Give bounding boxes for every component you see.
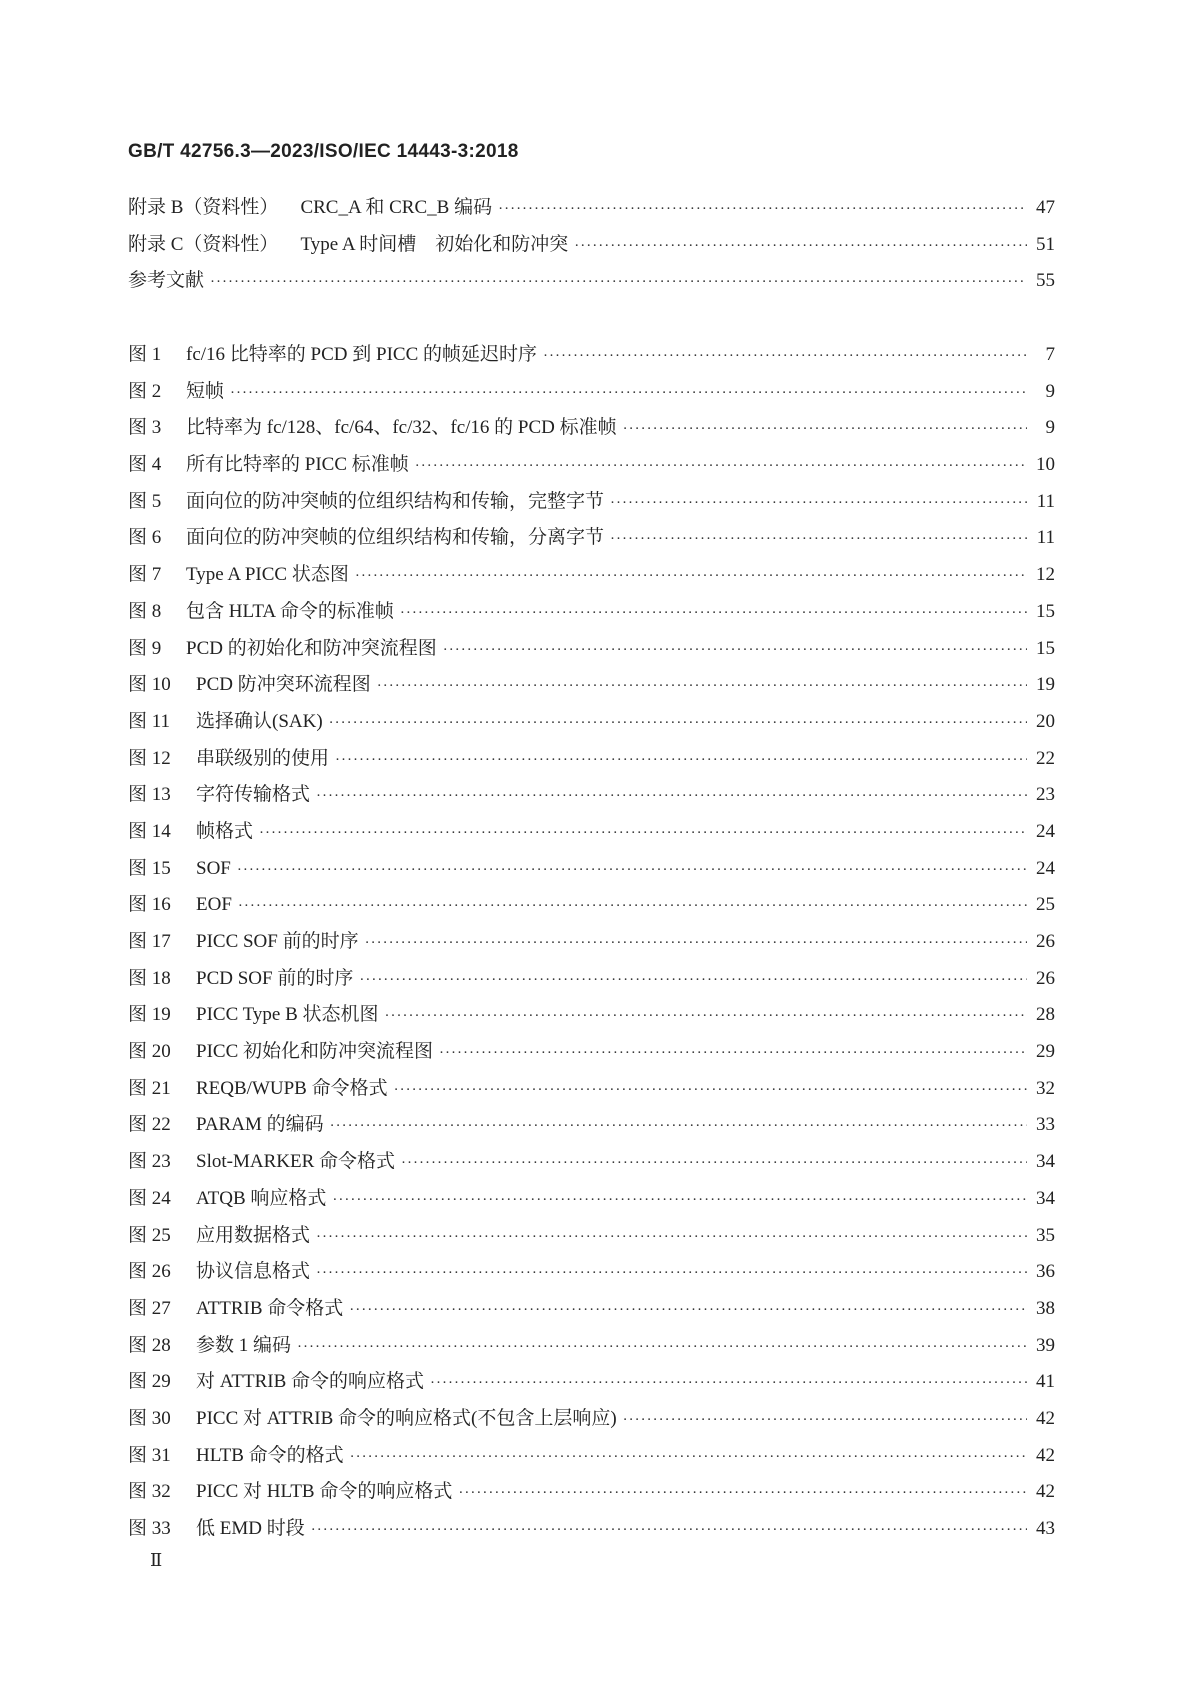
leader-dots xyxy=(316,1229,1027,1246)
entry-title: 低 EMD 时段 xyxy=(196,1518,305,1539)
entry-page-number: 25 xyxy=(1036,894,1055,916)
leader-dots xyxy=(365,935,1027,952)
figure-toc-entry[interactable] xyxy=(128,633,1055,670)
entry-page-number: 42 xyxy=(1036,1407,1055,1429)
figure-toc-entry[interactable] xyxy=(128,816,1055,853)
figure-number: 图 27 xyxy=(128,1297,171,1319)
leader-dots xyxy=(377,678,1027,695)
leader-dots xyxy=(543,348,1027,365)
leader-dots xyxy=(610,531,1027,548)
entry-page-number: 19 xyxy=(1036,674,1055,696)
appendix-label: 附录 C（资料性） xyxy=(128,233,279,255)
entry-title: fc/16 比特率的 PCD 到 PICC 的帧延迟时序 xyxy=(186,344,537,365)
figure-number: 图 13 xyxy=(128,784,171,806)
figure-toc-entry[interactable] xyxy=(128,889,1055,926)
entry-page-number: 42 xyxy=(1036,1444,1055,1466)
entry-page-number: 42 xyxy=(1036,1481,1055,1503)
entry-title: 应用数据格式 xyxy=(196,1224,311,1246)
leader-dots xyxy=(439,1045,1027,1062)
leader-dots xyxy=(210,274,1027,291)
leader-dots xyxy=(400,605,1027,622)
leader-dots xyxy=(316,1265,1027,1282)
entry-title: PARAM 的编码 xyxy=(196,1114,324,1136)
figure-number: 图 3 xyxy=(128,417,162,439)
entry-title: PCD SOF 前的时序 xyxy=(196,967,354,989)
leader-dots xyxy=(610,495,1027,512)
figure-number: 图 19 xyxy=(128,1004,171,1026)
entry-page-number: 34 xyxy=(1036,1187,1055,1209)
leader-dots xyxy=(430,1375,1027,1392)
leader-dots xyxy=(259,825,1027,842)
figure-number: 图 24 xyxy=(128,1187,171,1209)
entry-title: 面向位的防冲突帧的位组织结构和传输，完整字节 xyxy=(186,490,605,512)
figure-toc-entry[interactable] xyxy=(128,412,1055,449)
entry-page-number: 10 xyxy=(1036,454,1055,476)
figure-toc-entry[interactable] xyxy=(128,926,1055,963)
figure-number: 图 29 xyxy=(128,1371,171,1393)
leader-dots xyxy=(350,1449,1027,1466)
entry-title: 比特率为 fc/128、fc/64、fc/32、fc/16 的 PCD 标准帧 xyxy=(186,417,617,439)
figure-toc-entry[interactable] xyxy=(128,1109,1055,1146)
entry-title: Slot-MARKER 命令格式 xyxy=(196,1151,395,1173)
leader-dots xyxy=(297,1339,1027,1356)
figure-toc-entry[interactable] xyxy=(128,1330,1055,1367)
leader-dots xyxy=(623,1412,1027,1429)
entry-page-number: 9 xyxy=(1045,417,1055,439)
entry-title: 字符传输格式 xyxy=(196,784,311,806)
leader-dots xyxy=(415,458,1027,475)
entry-page-number: 26 xyxy=(1036,967,1055,989)
entry-page-number: 39 xyxy=(1036,1334,1055,1356)
figure-number: 图 31 xyxy=(128,1444,171,1466)
figure-number: 图 26 xyxy=(128,1261,171,1283)
leader-dots xyxy=(329,715,1027,732)
document-header: GB/T 42756.3—2023/ISO/IEC 14443-3:2018 xyxy=(128,141,519,162)
entry-title: PCD 防冲突环流程图 xyxy=(196,674,371,696)
entry-title: 选择确认(SAK) xyxy=(196,710,323,732)
figure-toc-entry[interactable] xyxy=(128,1366,1055,1403)
appendix-label: 附录 B（资料性） xyxy=(128,197,279,218)
figure-number: 图 5 xyxy=(128,490,162,512)
figure-toc-entry[interactable] xyxy=(128,522,1055,559)
entry-page-number: 38 xyxy=(1036,1297,1055,1319)
leader-dots xyxy=(359,972,1027,989)
leader-dots xyxy=(385,1008,1027,1025)
entry-page-number: 47 xyxy=(1036,197,1055,218)
entry-title: 参考文献 xyxy=(128,270,205,292)
entry-title: PICC Type B 状态机图 xyxy=(196,1004,379,1026)
entry-title: 串联级别的使用 xyxy=(196,747,330,769)
figure-number: 图 11 xyxy=(128,710,171,732)
entry-title: 包含 HLTA 命令的标准帧 xyxy=(186,600,394,622)
figure-toc-entry[interactable] xyxy=(128,1513,1055,1550)
leader-dots xyxy=(230,385,1027,402)
entry-title: PICC 初始化和防冲突流程图 xyxy=(196,1041,433,1063)
entry-title: Type A PICC 状态图 xyxy=(186,564,349,586)
entry-page-number: 22 xyxy=(1036,747,1055,769)
leader-dots xyxy=(316,788,1027,805)
entry-page-number: 15 xyxy=(1036,637,1055,659)
figure-number: 图 33 xyxy=(128,1518,171,1539)
entry-page-number: 9 xyxy=(1045,380,1055,402)
leader-dots xyxy=(237,862,1027,879)
figure-number: 图 20 xyxy=(128,1041,171,1063)
entry-title: ATTRIB 命令格式 xyxy=(196,1297,344,1319)
leader-dots xyxy=(498,201,1027,218)
entry-page-number: 29 xyxy=(1036,1041,1055,1063)
entry-page-number: 15 xyxy=(1036,600,1055,622)
figure-number: 图 23 xyxy=(128,1151,171,1173)
figure-toc xyxy=(128,339,1055,1550)
entry-page-number: 55 xyxy=(1036,270,1055,292)
leader-dots xyxy=(330,1118,1027,1135)
appendix-toc-entry[interactable] xyxy=(128,229,1055,266)
entry-page-number: 32 xyxy=(1036,1077,1055,1099)
figure-number: 图 4 xyxy=(128,454,162,476)
entry-title: PCD 的初始化和防冲突流程图 xyxy=(186,637,437,659)
figure-toc-entry[interactable] xyxy=(128,1403,1055,1440)
entry-page-number: 11 xyxy=(1036,527,1055,549)
figure-number: 图 1 xyxy=(128,344,162,365)
figure-toc-entry[interactable] xyxy=(128,1146,1055,1183)
leader-dots xyxy=(332,1192,1027,1209)
figure-toc-entry[interactable] xyxy=(128,449,1055,486)
figure-toc-entry[interactable] xyxy=(128,779,1055,816)
entry-title: PICC SOF 前的时序 xyxy=(196,931,359,952)
figure-toc-entry[interactable] xyxy=(128,999,1055,1036)
entry-title: 对 ATTRIB 命令的响应格式 xyxy=(196,1371,425,1393)
entry-page-number: 43 xyxy=(1036,1518,1055,1539)
leader-dots xyxy=(443,642,1027,659)
figure-toc-entry[interactable] xyxy=(128,1073,1055,1110)
figure-number: 图 18 xyxy=(128,967,171,989)
figure-toc-entry[interactable] xyxy=(128,706,1055,743)
figure-number: 图 16 xyxy=(128,894,171,916)
figure-number: 图 7 xyxy=(128,564,162,586)
leader-dots xyxy=(623,421,1027,438)
leader-dots xyxy=(394,1082,1027,1099)
figure-toc-entry[interactable] xyxy=(128,853,1055,890)
entry-title: 帧格式 xyxy=(196,820,254,842)
figure-number: 图 25 xyxy=(128,1224,171,1246)
figure-number: 图 12 xyxy=(128,747,171,769)
figure-toc-entry[interactable] xyxy=(128,486,1055,523)
entry-title: PICC 对 ATTRIB 命令的响应格式(不包含上层响应) xyxy=(196,1407,617,1429)
entry-page-number: 41 xyxy=(1036,1371,1055,1393)
entry-title: Type A 时间槽 初始化和防冲突 xyxy=(300,233,569,255)
figure-toc-entry[interactable] xyxy=(128,1476,1055,1513)
figure-toc-entry[interactable] xyxy=(128,1036,1055,1073)
entry-title: 面向位的防冲突帧的位组织结构和传输，分离字节 xyxy=(186,527,605,549)
figure-number: 图 30 xyxy=(128,1407,171,1429)
leader-dots xyxy=(238,898,1027,915)
entry-page-number: 7 xyxy=(1045,344,1055,365)
figure-number: 图 8 xyxy=(128,600,162,622)
entry-title: 协议信息格式 xyxy=(196,1261,311,1283)
entry-page-number: 11 xyxy=(1036,490,1055,512)
figure-number: 图 2 xyxy=(128,380,162,402)
figure-number: 图 6 xyxy=(128,527,162,549)
leader-dots xyxy=(574,238,1027,255)
entry-page-number: 26 xyxy=(1036,931,1055,952)
figure-toc-entry[interactable] xyxy=(128,1220,1055,1257)
appendix-toc-entry[interactable] xyxy=(128,265,1055,302)
figure-number: 图 9 xyxy=(128,637,162,659)
entry-page-number: 23 xyxy=(1036,784,1055,806)
figure-toc-entry[interactable] xyxy=(128,596,1055,633)
figure-number: 图 21 xyxy=(128,1077,171,1099)
figure-toc-entry[interactable] xyxy=(128,669,1055,706)
figure-number: 图 28 xyxy=(128,1334,171,1356)
entry-title: ATQB 响应格式 xyxy=(196,1187,327,1209)
figure-number: 图 10 xyxy=(128,674,171,696)
figure-toc-entry[interactable] xyxy=(128,1256,1055,1293)
entry-title: 参数 1 编码 xyxy=(196,1334,292,1356)
entry-title: CRC_A 和 CRC_B 编码 xyxy=(300,197,493,218)
entry-page-number: 34 xyxy=(1036,1151,1055,1173)
entry-page-number: 12 xyxy=(1036,564,1055,586)
appendix-toc-entry[interactable] xyxy=(128,192,1055,229)
appendix-toc xyxy=(128,192,1055,302)
entry-page-number: 36 xyxy=(1036,1261,1055,1283)
entry-page-number: 35 xyxy=(1036,1224,1055,1246)
entry-title: SOF xyxy=(196,857,231,879)
entry-title: HLTB 命令的格式 xyxy=(196,1444,344,1466)
entry-title: REQB/WUPB 命令格式 xyxy=(196,1077,388,1099)
entry-title: 短帧 xyxy=(186,380,225,402)
figure-toc-entry[interactable] xyxy=(128,963,1055,1000)
figure-number: 图 22 xyxy=(128,1114,171,1136)
entry-page-number: 33 xyxy=(1036,1114,1055,1136)
figure-toc-entry[interactable] xyxy=(128,376,1055,413)
figure-toc-entry[interactable] xyxy=(128,559,1055,596)
figure-toc-entry[interactable] xyxy=(128,1183,1055,1220)
entry-page-number: 24 xyxy=(1036,820,1055,842)
entry-title: 所有比特率的 PICC 标准帧 xyxy=(186,454,409,476)
entry-title: EOF xyxy=(196,894,232,916)
figure-number: 图 17 xyxy=(128,931,171,952)
figure-number: 图 32 xyxy=(128,1481,171,1503)
figure-toc-entry[interactable] xyxy=(128,1440,1055,1477)
page-number: Ⅱ xyxy=(150,1550,163,1570)
figure-toc-entry[interactable] xyxy=(128,339,1055,376)
leader-dots xyxy=(401,1155,1027,1172)
entry-page-number: 24 xyxy=(1036,857,1055,879)
leader-dots xyxy=(458,1485,1027,1502)
figure-toc-entry[interactable] xyxy=(128,743,1055,780)
entry-title: PICC 对 HLTB 命令的响应格式 xyxy=(196,1481,453,1503)
entry-page-number: 51 xyxy=(1036,233,1055,255)
entry-page-number: 20 xyxy=(1036,710,1055,732)
leader-dots xyxy=(355,568,1027,585)
figure-toc-entry[interactable] xyxy=(128,1293,1055,1330)
figure-number: 图 15 xyxy=(128,857,171,879)
leader-dots xyxy=(335,752,1027,769)
figure-number: 图 14 xyxy=(128,820,171,842)
entry-page-number: 28 xyxy=(1036,1004,1055,1026)
leader-dots xyxy=(311,1522,1027,1539)
leader-dots xyxy=(349,1302,1027,1319)
